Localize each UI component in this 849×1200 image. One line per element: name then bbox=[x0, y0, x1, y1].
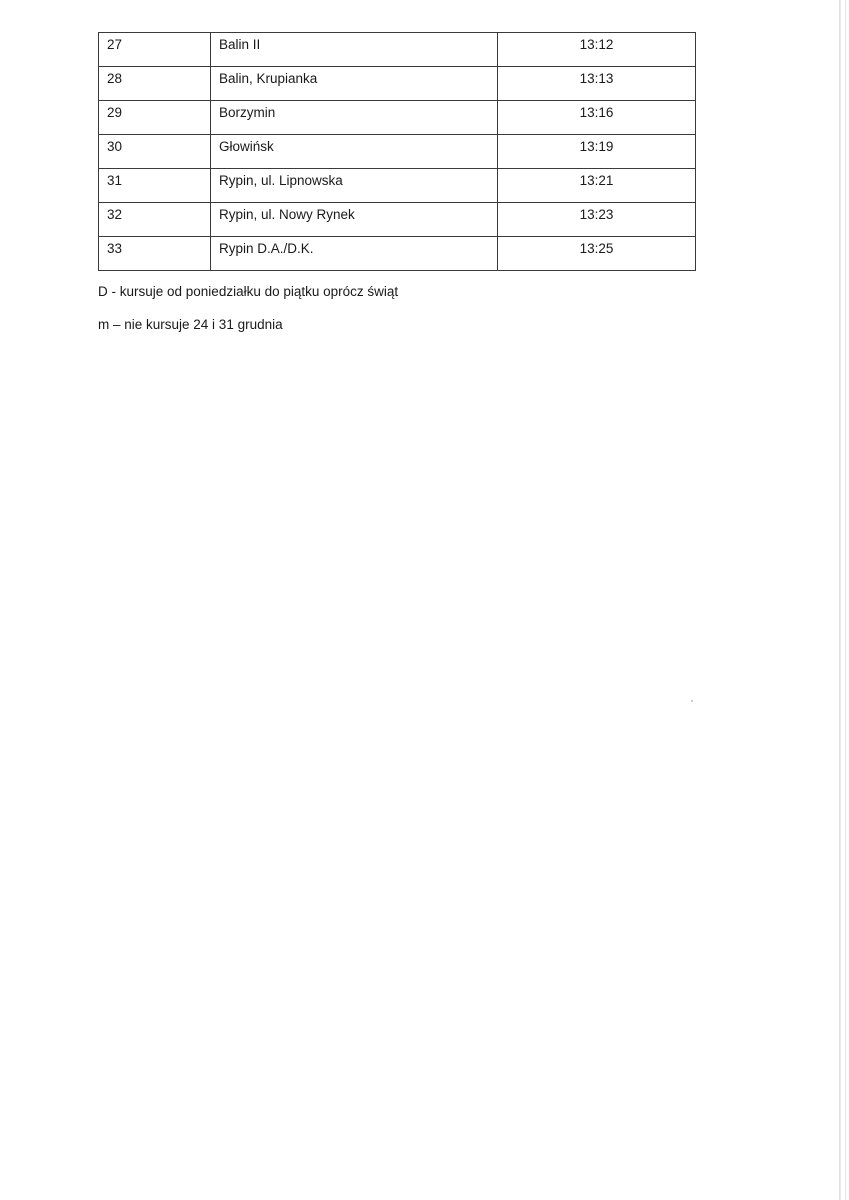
stop-number: 33 bbox=[99, 237, 211, 271]
table-row bbox=[99, 33, 696, 67]
table-row bbox=[99, 237, 696, 271]
stop-number: 29 bbox=[99, 101, 211, 135]
departure-time: 13:16 bbox=[498, 101, 696, 135]
stop-name: Głowińsk bbox=[211, 135, 498, 169]
table-row bbox=[99, 203, 696, 237]
scan-page-edge bbox=[839, 0, 841, 1200]
departure-time: 13:12 bbox=[498, 33, 696, 67]
departure-time: 13:19 bbox=[498, 135, 696, 169]
departure-time: 13:23 bbox=[498, 203, 696, 237]
stop-name: Balin, Krupianka bbox=[211, 67, 498, 101]
scan-speck bbox=[691, 700, 693, 702]
stop-name: Rypin, ul. Lipnowska bbox=[211, 169, 498, 203]
table-row bbox=[99, 67, 696, 101]
departure-time: 13:13 bbox=[498, 67, 696, 101]
stop-name: Borzymin bbox=[211, 101, 498, 135]
table-row bbox=[99, 169, 696, 203]
stop-number: 31 bbox=[99, 169, 211, 203]
stop-number: 28 bbox=[99, 67, 211, 101]
stop-number: 27 bbox=[99, 33, 211, 67]
departure-time: 13:21 bbox=[498, 169, 696, 203]
stop-name: Rypin D.A./D.K. bbox=[211, 237, 498, 271]
footnote-d: D - kursuje od poniedziałku do piątku oprócz świąt bbox=[98, 284, 399, 299]
table-row bbox=[99, 101, 696, 135]
stop-number: 32 bbox=[99, 203, 211, 237]
table-row bbox=[99, 135, 696, 169]
departure-time: 13:25 bbox=[498, 237, 696, 271]
footnote-m: m – nie kursuje 24 i 31 grudnia bbox=[98, 317, 283, 332]
scan-page-edge-inner bbox=[845, 0, 846, 1200]
stop-name: Balin II bbox=[211, 33, 498, 67]
stop-number: 30 bbox=[99, 135, 211, 169]
stop-name: Rypin, ul. Nowy Rynek bbox=[211, 203, 498, 237]
timetable bbox=[98, 32, 696, 271]
